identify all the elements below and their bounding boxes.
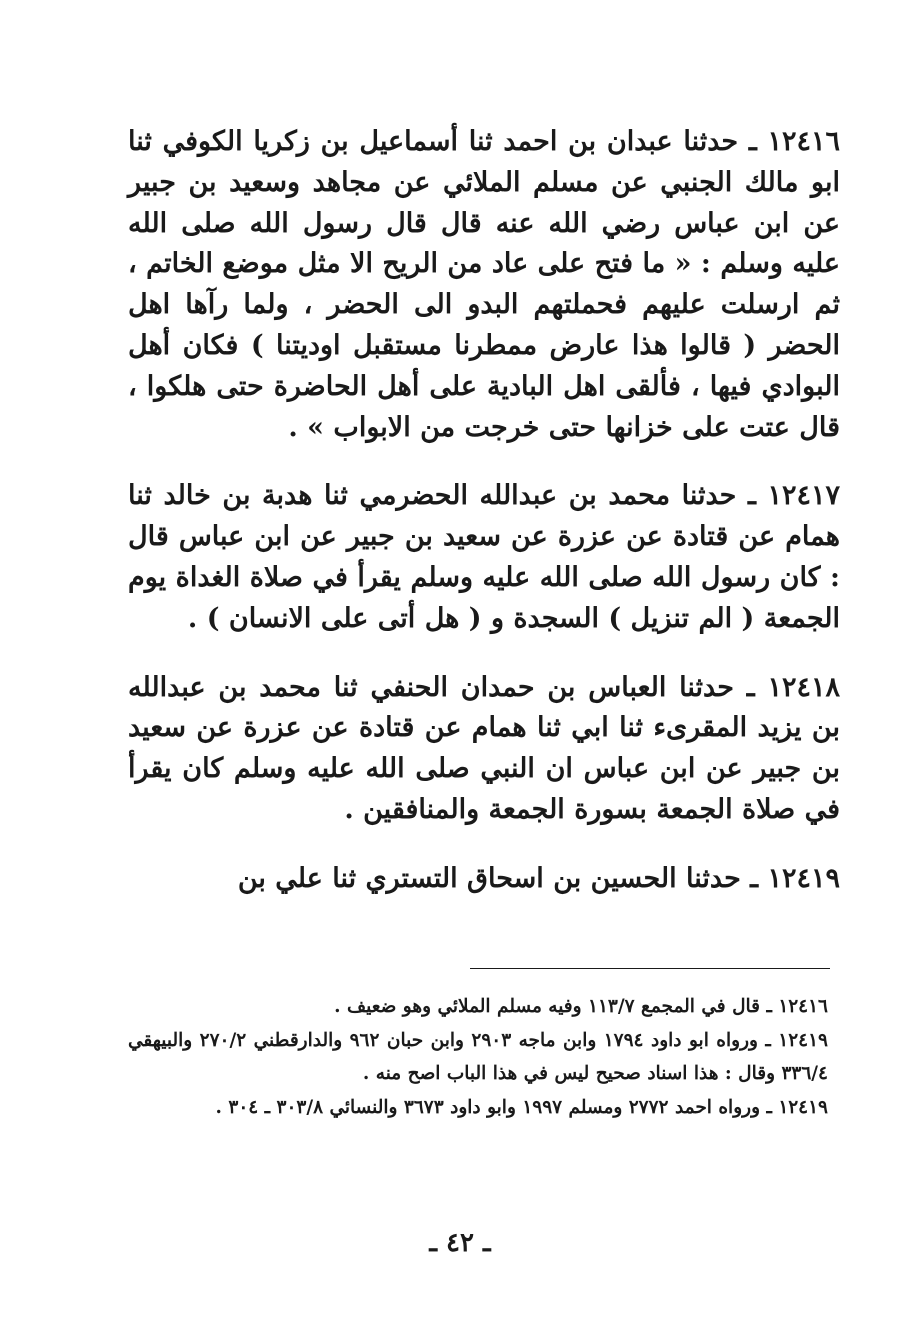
- hadith-12419: ١٢٤١٩ ـ حدثنا الحسين بن اسحاق التستري ثنا علي بن: [237, 862, 840, 894]
- hadith-text: حدثنا الحسين بن اسحاق التستري ثنا علي بن: [237, 862, 741, 894]
- hadith-number: ١٢٤١٧: [767, 480, 840, 512]
- hadith-number: ١٢٤١٦: [767, 126, 840, 157]
- hadith-12416: ١٢٤١٦ ـ حدثنا عبدان بن احمد ثنا أسماعيل بن زكريا الكوفي ثنا ابو مالك الجنبي عن مسلم الملائي عن مجاهد وسعيد بن جبير عن ابن عباس رضي الله عنه قال قال رسول الله صلى الله عليه وسلم : « ما فتح على عاد من الريح الا مثل موضع الخاتم ، ثم ارسلت عليهم فحملتهم البدو الى الحضر ، ولما رآها اهل الحضر ( قالوا هذا عارض ممطرنا مستقبل اوديتنا ) فكان أهل البوادي فيها ، فألقى اهل البادية على أهل الحاضرة حتى هلكوا ، قال عتت على خزانها حتى خرجت من الابواب » .: [128, 126, 840, 443]
- footnote-text: قال في المجمع ١١٣/٧ وفيه مسلم الملائي وهو ضعيف .: [334, 996, 760, 1017]
- footnote-number: ١٢٤١٩: [778, 1029, 828, 1051]
- footnote-number: ١٢٤١٩: [778, 1096, 828, 1118]
- page-number: ـ ٤٢ ـ: [429, 1228, 491, 1258]
- hadith-number: ١٢٤١٩: [767, 862, 840, 894]
- hadith-12418: ١٢٤١٨ ـ حدثنا العباس بن حمدان الحنفي ثنا محمد بن عبدالله بن يزيد المقرىء ثنا ابي ثنا همام عن قتادة عن عزرة عن سعيد بن جبير عن ابن عباس ان النبي صلى الله عليه وسلم كان يقرأ في صلاة الجمعة بسورة الجمعة والمنافقين .: [128, 671, 841, 825]
- hadith-12417: ١٢٤١٧ ـ حدثنا محمد بن عبدالله الحضرمي ثنا هدبة بن خالد ثنا همام عن قتادة عن عزرة عن سعيد بن جبير عن ابن عباس قال : كان رسول الله صلى الله عليه وسلم يقرأ في صلاة الغداة يوم الجمعة ( الم تنزيل ) السجدة و ( هل أتى على الانسان ) .: [128, 480, 840, 634]
- footnote-number: ١٢٤١٦: [778, 996, 828, 1017]
- hadith-text: حدثنا محمد بن عبدالله الحضرمي ثنا هدبة بن خالد ثنا همام عن قتادة عن عزرة عن سعيد بن جبير عن ابن عباس قال : كان رسول الله صلى الله عليه وسلم يقرأ في صلاة الغداة يوم الجمعة ( الم تنزيل ) السجدة و ( هل أتى على الانسان ) .: [128, 480, 840, 634]
- hadith-number: ١٢٤١٨: [767, 671, 841, 703]
- footnote: ١٢٤١٩ ـ ورواه احمد ٢٧٧٢ ومسلم ١٩٩٧ وابو داود ٣٦٧٣ والنسائي ٣٠٣/٨ ـ ٣٠٤ .: [215, 1096, 828, 1118]
- hadith-text: حدثنا عبدان بن احمد ثنا أسماعيل بن زكريا الكوفي ثنا ابو مالك الجنبي عن مسلم الملائي عن مجاهد وسعيد بن جبير عن ابن عباس رضي الله عنه قال قال رسول الله صلى الله عليه وسلم : « ما فتح على عاد من الريح الا مثل موضع الخاتم ، ثم ارسلت عليهم فحملتهم البدو الى الحضر ، ولما رآها اهل الحضر ( قالوا هذا عارض ممطرنا مستقبل اوديتنا ) فكان أهل البوادي فيها ، فألقى اهل البادية على أهل الحاضرة حتى هلكوا ، قال عتت على خزانها حتى خرجت من الابواب » .: [128, 126, 840, 443]
- hadith-text: حدثنا العباس بن حمدان الحنفي ثنا محمد بن عبدالله بن يزيد المقرىء ثنا ابي ثنا همام عن قتادة عن عزرة عن سعيد بن جبير عن ابن عباس ان النبي صلى الله عليه وسلم كان يقرأ في صلاة الجمعة بسورة الجمعة والمنافقين .: [128, 671, 840, 825]
- main-text: [128, 122, 840, 928]
- footnote: ١٢٤١٦ ـ قال في المجمع ١١٣/٧ وفيه مسلم الملائي وهو ضعيف .: [334, 996, 828, 1017]
- footnote-divider: [470, 968, 830, 969]
- footnote: ١٢٤١٩ ـ ورواه ابو داود ١٧٩٤ وابن ماجه ٢٩٠٣ وابن حبان ٩٦٢ والدارقطني ٢٧٠/٢ والبيهقي ٣٣٦/٤ وقال : هذا اسناد صحيح ليس في هذا الباب اصح منه .: [128, 1029, 828, 1084]
- footnote-text: ورواه احمد ٢٧٧٢ ومسلم ١٩٩٧ وابو داود ٣٦٧٣ والنسائي ٣٠٣/٨ ـ ٣٠٤ .: [215, 1096, 760, 1118]
- footnotes: [128, 990, 828, 1124]
- footnote-text: ورواه ابو داود ١٧٩٤ وابن ماجه ٢٩٠٣ وابن حبان ٩٦٢ والدارقطني ٢٧٠/٢ والبيهقي ٣٣٦/٤ وقال : هذا اسناد صحيح ليس في هذا الباب اصح منه .: [128, 1029, 828, 1084]
